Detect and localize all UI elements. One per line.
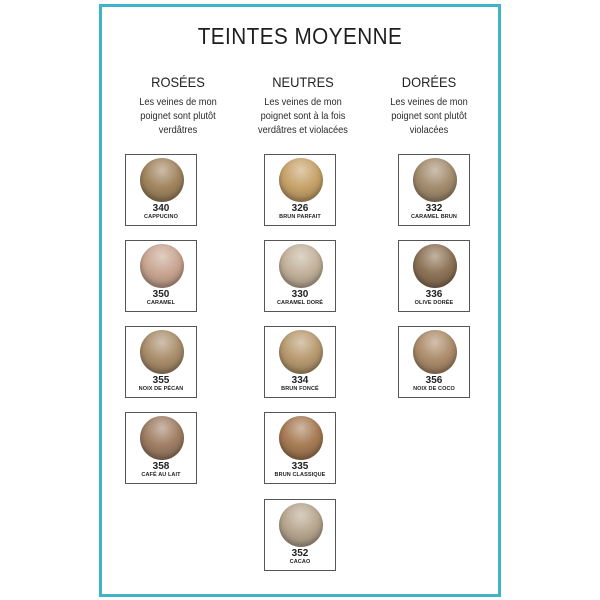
column-description: Les veines de mon poignet sont plutôt violacées — [390, 96, 468, 136]
shade-number: 330 — [291, 289, 309, 300]
shade-name: BRUN FONCÉ — [281, 386, 319, 392]
shade-name: CAFÉ AU LAIT — [141, 472, 181, 478]
shade-chart-frame — [99, 4, 501, 597]
shade-number: 356 — [425, 375, 443, 386]
shade-dot — [140, 416, 184, 460]
chart-title: TEINTES MOYENNE — [197, 23, 403, 49]
shade-number: 335 — [291, 461, 309, 472]
column-neutres — [237, 73, 369, 137]
shade-swatch — [264, 412, 336, 484]
column-heading: NEUTRES — [272, 74, 334, 90]
shade-swatch — [125, 326, 197, 398]
shade-name: BRUN CLASSIQUE — [274, 472, 326, 478]
shade-dot — [413, 158, 457, 202]
shade-dot — [413, 330, 457, 374]
shade-name: NOIX DE PÉCAN — [138, 386, 184, 392]
shade-swatch — [264, 326, 336, 398]
shade-dot — [279, 244, 323, 288]
shade-dot — [413, 244, 457, 288]
shade-number: 358 — [152, 461, 170, 472]
shade-number: 334 — [291, 375, 309, 386]
column-rosees — [112, 73, 244, 137]
shade-dot — [140, 330, 184, 374]
shade-swatch — [264, 499, 336, 571]
shade-name: NOIX DE COCO — [413, 386, 455, 392]
shade-number: 332 — [425, 203, 443, 214]
shade-name: CACAO — [289, 559, 311, 565]
shade-name: BRUN PARFAIT — [279, 214, 321, 220]
shade-dot — [279, 158, 323, 202]
shade-name: OLIVE DORÉE — [414, 300, 454, 306]
shade-swatch — [125, 240, 197, 312]
shade-swatch — [398, 326, 470, 398]
shade-number: 350 — [152, 289, 170, 300]
column-description: Les veines de mon poignet sont à la fois verdâtres et violacées — [258, 96, 348, 136]
shade-name: CARAMEL DORÉ — [276, 300, 324, 306]
column-heading: ROSÉES — [151, 74, 205, 90]
shade-number: 352 — [291, 548, 309, 559]
column-description: Les veines de mon poignet sont plutôt verdâtres — [139, 96, 217, 136]
shade-dot — [279, 416, 323, 460]
shade-dot — [279, 330, 323, 374]
shade-swatch — [264, 154, 336, 226]
shade-dot — [140, 158, 184, 202]
shade-swatch — [398, 240, 470, 312]
shade-swatch — [398, 154, 470, 226]
shade-number: 355 — [152, 375, 170, 386]
shade-name: CARAMEL — [146, 300, 176, 306]
shade-number: 340 — [152, 203, 170, 214]
shade-swatch — [125, 154, 197, 226]
shade-dot — [140, 244, 184, 288]
shade-number: 336 — [425, 289, 443, 300]
shade-dot — [279, 503, 323, 547]
shade-swatch — [264, 240, 336, 312]
shade-number: 326 — [291, 203, 309, 214]
shade-name: CARAMEL BRUN — [410, 214, 457, 220]
shade-name: CAPPUCINO — [144, 214, 178, 220]
shade-swatch — [125, 412, 197, 484]
column-heading: DORÉES — [401, 74, 457, 90]
column-dorees — [363, 73, 495, 137]
